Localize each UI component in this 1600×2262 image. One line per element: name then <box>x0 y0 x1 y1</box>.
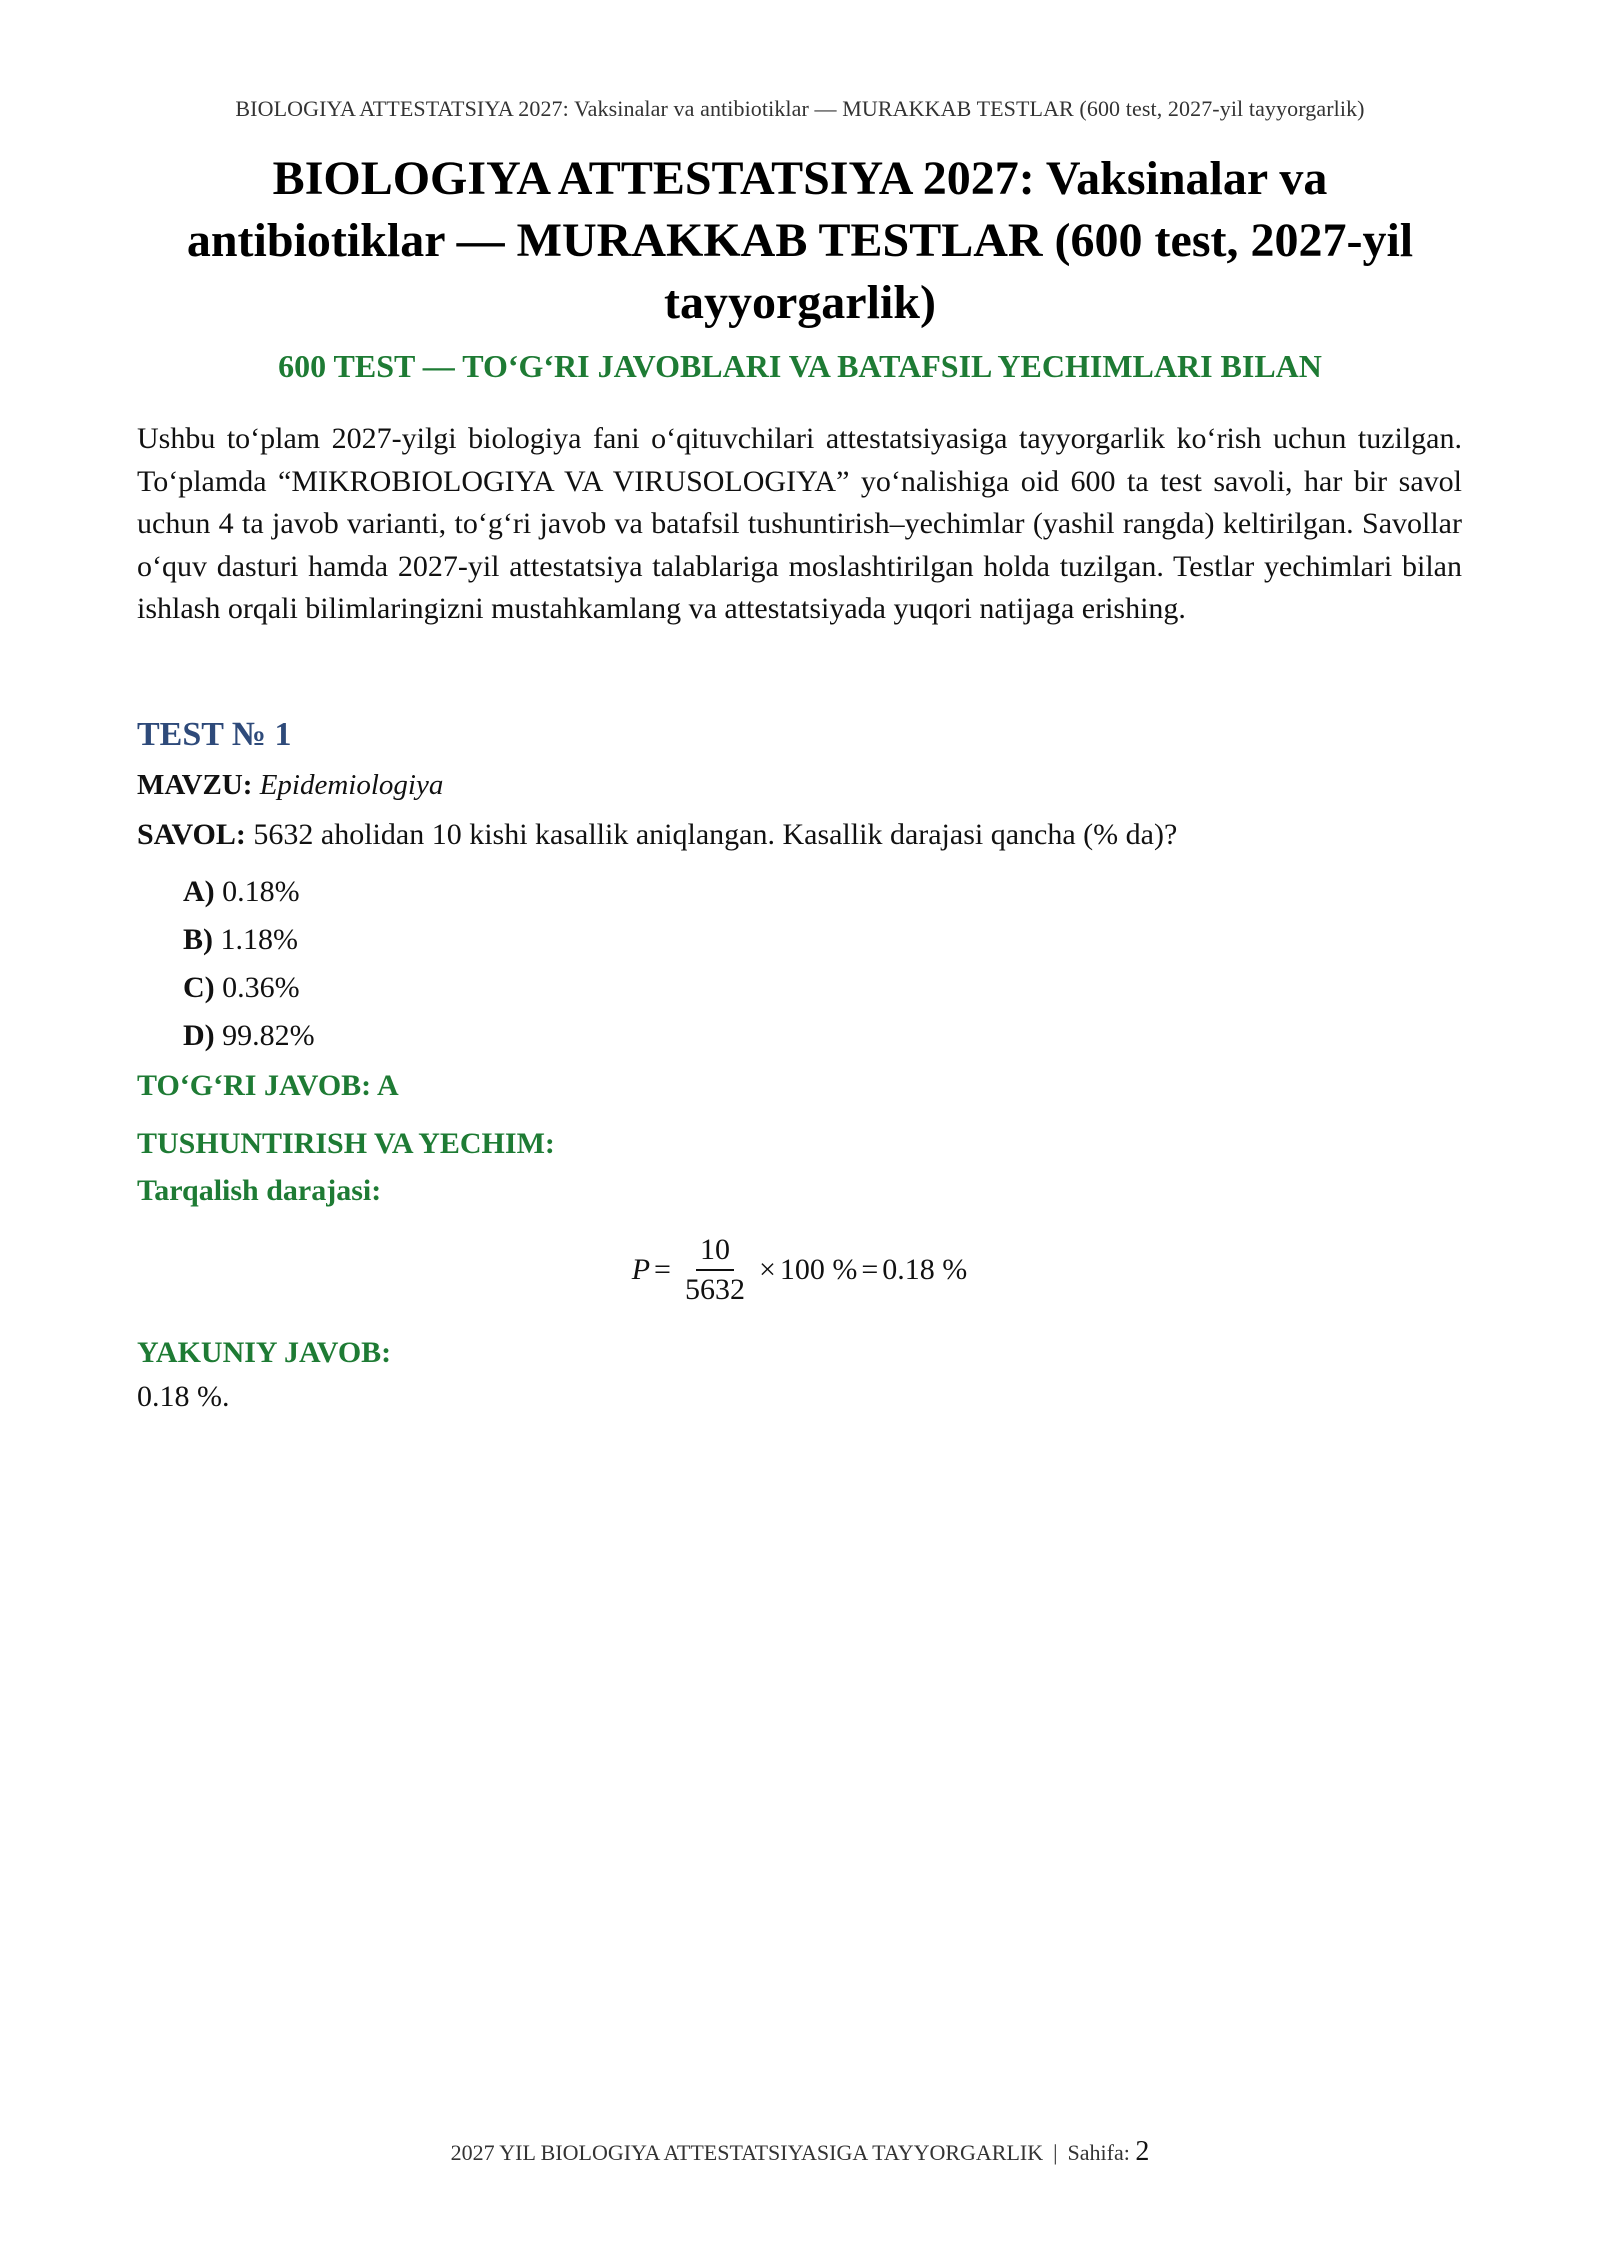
question-text: 5632 aholidan 10 kishi kasallik aniqlangan. Kasallik darajasi qancha (% da)? <box>253 818 1178 851</box>
option-text: 0.36% <box>222 971 300 1004</box>
fraction-denominator: 5632 <box>684 1273 745 1306</box>
page-label: Sahifa: <box>1067 2140 1130 2165</box>
option-text: 99.82% <box>222 1019 315 1052</box>
running-footer <box>0 2136 1600 2168</box>
formula <box>137 1222 1462 1318</box>
answer-options <box>183 868 1462 1060</box>
footer-text: 2027 YIL BIOLOGIYA ATTESTATSIYASIGA TAYYORGARLIK <box>450 2140 1044 2165</box>
intro-paragraph: Ushbu to‘plam 2027-yilgi biologiya fani o‘qituvchilari attestatsiyasiga tayyorgarlik ko‘rish uchun tuzilgan. To‘plamda “MIKROBIOLOGIYA VA VIRUSOLOGIYA” yo‘nalishiga oid 600 ta test savoli, har bir savol uchun 4 ta javob varianti, to‘g‘ri javob va batafsil tushuntirish–yechimlar (yashil rangda) keltirilgan. Savollar o‘quv dasturi hamda 2027-yil attestatsiya talablariga moslashtirilgan holda tuzilgan. Testlar yechimlari bilan ishlash orqali bilimlaringizni mustahkamlang va attestatsiyada yuqori natijaga erishing. <box>137 422 1462 626</box>
formula-fraction <box>681 1231 749 1309</box>
option-c <box>183 964 1462 1012</box>
fraction-numerator: 10 <box>696 1231 734 1271</box>
title-line-2: antibiotiklar — MURAKKAB TESTLAR (600 test, 2027-yil <box>186 214 1414 267</box>
footer-separator: | <box>1053 2140 1058 2165</box>
option-text: 1.18% <box>220 923 298 956</box>
option-b <box>183 916 1462 964</box>
page-number: 2 <box>1135 2136 1150 2167</box>
formula-variable: P <box>631 1253 651 1286</box>
explanation-subheading: Tarqalish darajasi: <box>137 1174 382 1207</box>
running-header: BIOLOGIYA ATTESTATSIYA 2027: Vaksinalar va antibiotiklar — MURAKKAB TESTLAR (600 test, 2027-yil tayyorgarlik) <box>235 96 1365 121</box>
option-letter: C) <box>183 971 215 1004</box>
option-a <box>183 868 1462 916</box>
formula-equals-2: = <box>861 1253 879 1286</box>
question-label: SAVOL: <box>137 818 246 851</box>
final-answer-heading: YAKUNIY JAVOB: <box>137 1336 392 1369</box>
document-title <box>150 148 1450 334</box>
topic-value: Epidemiologiya <box>259 769 444 801</box>
topic-line <box>137 764 1462 806</box>
option-letter: D) <box>183 1019 215 1052</box>
question-line <box>137 814 1462 856</box>
formula-times: × <box>758 1253 776 1286</box>
option-d <box>183 1012 1462 1060</box>
document-subtitle: 600 TEST — TO‘G‘RI JAVOBLARI VA BATAFSIL YECHIMLARI BILAN <box>278 348 1322 384</box>
test-block <box>137 710 1462 1418</box>
final-answer-value: 0.18 %. <box>137 1380 230 1413</box>
option-letter: A) <box>183 875 215 908</box>
test-heading: TEST № 1 <box>137 716 292 753</box>
option-letter: B) <box>183 923 213 956</box>
correct-answer: TO‘G‘RI JAVOB: A <box>137 1069 399 1102</box>
formula-result: 0.18 % <box>882 1253 968 1286</box>
formula-equals: = <box>654 1253 671 1286</box>
topic-label: MAVZU: <box>137 769 253 801</box>
explanation-heading: TUSHUNTIRISH VA YECHIM: <box>137 1127 555 1160</box>
formula-multiplier: 100 % <box>779 1253 858 1286</box>
title-line-3: tayyorgarlik) <box>664 276 936 329</box>
option-text: 0.18% <box>222 875 300 908</box>
title-line-1: BIOLOGIYA ATTESTATSIYA 2027: Vaksinalar va <box>272 152 1328 205</box>
